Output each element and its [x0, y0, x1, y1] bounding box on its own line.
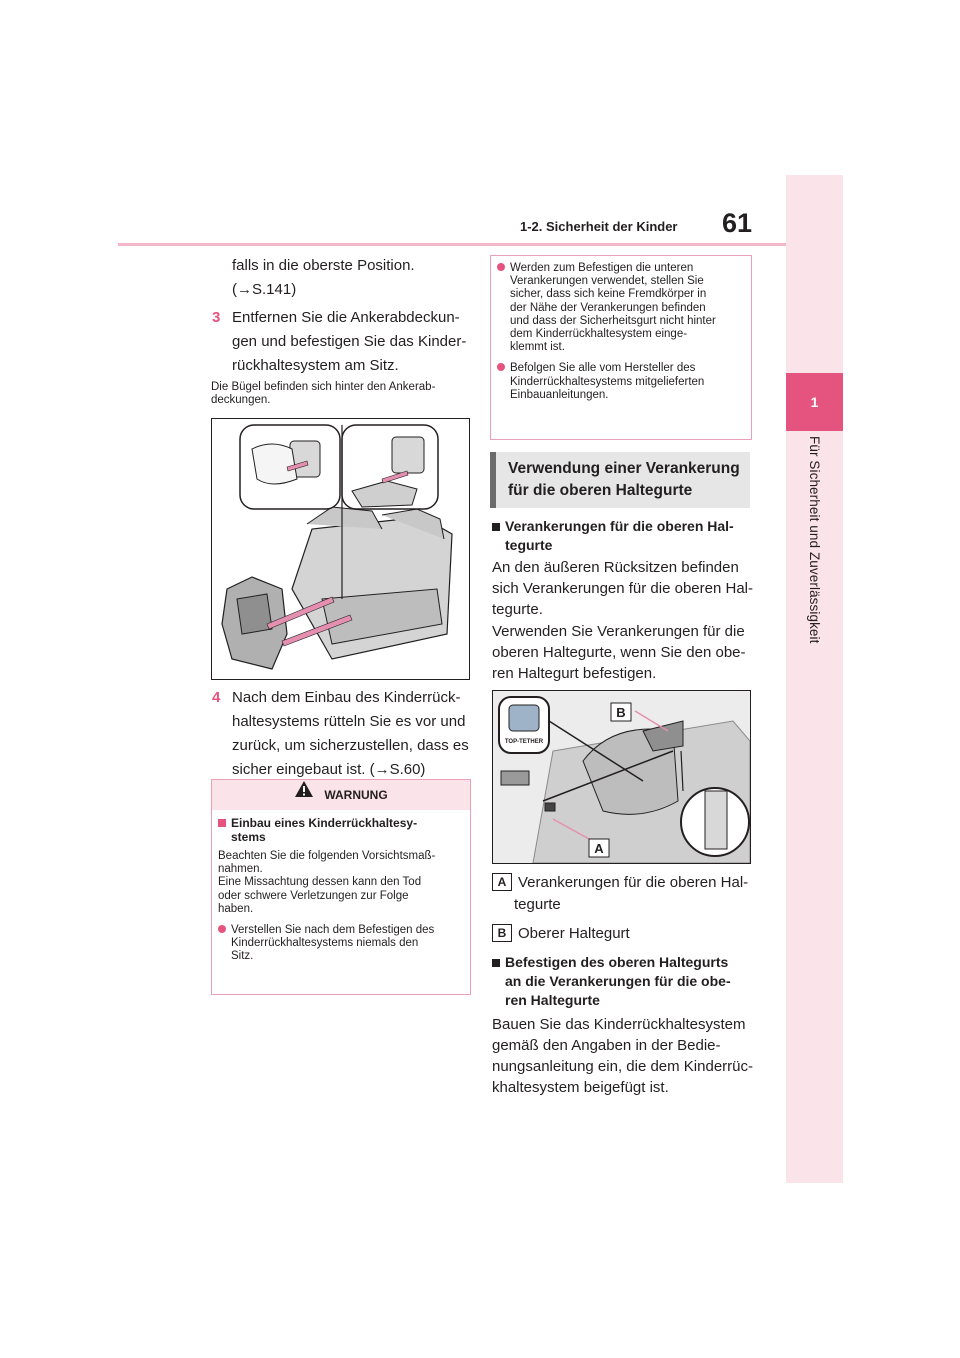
warning-body-line4: oder schwere Verletzungen zur Folge [218, 889, 409, 902]
warning-header [212, 780, 470, 810]
info-b2-line3: Einbauanleitungen. [510, 388, 609, 401]
step-3-line3: rückhaltesystem am Sitz. [232, 357, 399, 374]
info-b1-line7: klemmt ist. [510, 341, 565, 354]
warning-heading-line1: Einbau eines Kinderrückhaltesy- [231, 816, 418, 830]
para-2-line1: Verwenden Sie Verankerungen für die [492, 623, 745, 640]
step-4-line4: sicher eingebaut ist. (→S.60) [232, 761, 426, 778]
para-1-line1: An den äußeren Rücksitzen befinden [492, 559, 739, 576]
illus-label-b: B [616, 705, 626, 720]
intro-line2: (→S.141) [232, 281, 297, 298]
info-b2-line2: Kinderrückhaltesystems mitgelieferten [510, 375, 705, 388]
intro-line1: falls in die oberste Position. [232, 257, 415, 274]
info-b1-line5: und dass der Sicherheitsgurt nicht hinter [510, 314, 716, 327]
para-2-line3: ren Haltegurt befestigen. [492, 665, 657, 682]
seat-installation-illustration [211, 418, 470, 680]
warning-icon [294, 780, 314, 801]
header-rule [118, 243, 786, 246]
step-4-line1: Nach dem Einbau des Kinderrück- [232, 689, 461, 706]
warning-box [211, 779, 471, 995]
warning-square-bullet [218, 819, 226, 827]
warning-body-line1: Beachten Sie die folgenden Vorsichtsmaß- [218, 850, 436, 862]
info-b1-line2: Verankerungen verwendet, stellen Sie [510, 275, 704, 288]
section-heading-line2: für die oberen Haltegurte [508, 482, 693, 499]
seat-installation-drawing [212, 419, 469, 679]
note-line2: deckungen. [211, 394, 271, 406]
section-heading [490, 452, 750, 508]
info-b1-line4: der Nähe der Verankerungen befinden [510, 301, 706, 314]
tether-anchor-illustration [492, 690, 751, 864]
legend-b-text: Oberer Haltegurt [518, 925, 630, 942]
info-b1-line1: Werden zum Befestigen die unteren [510, 262, 694, 274]
legend-a-label: A [492, 873, 512, 891]
subheading-bullet-2 [492, 959, 500, 967]
chapter-sidebar [786, 175, 843, 1183]
para-3-line2: gemäß den Angaben in der Bedie- [492, 1037, 721, 1054]
page-number: 61 [722, 208, 753, 238]
para-3-line4: khaltesystem beigefügt ist. [492, 1079, 669, 1096]
info-b1-line6: dem Kinderrückhaltesystem einge- [510, 328, 688, 341]
subheading-2-line1: Befestigen des oberen Haltegurts [505, 954, 729, 970]
para-1-line2: sich Verankerungen für die oberen Hal- [492, 580, 753, 597]
info-b1-line3: sicher, dass sich keine Fremdkörper in [510, 288, 707, 301]
chapter-tab[interactable]: 1 [786, 373, 843, 431]
legend-a-text-line1: Verankerungen für die oberen Hal- [518, 874, 749, 891]
legend-b-box [492, 924, 512, 942]
warning-body-line5: haben. [218, 902, 254, 915]
para-3-line1: Bauen Sie das Kinderrückhaltesystem [492, 1016, 746, 1033]
legend-a-text-line2: tegurte [514, 896, 561, 913]
step-3-line2: gen und befestigen Sie das Kinder- [232, 333, 467, 350]
legend-a-box [492, 873, 512, 891]
warning-dot-bullet [218, 925, 226, 933]
tether-anchor-drawing [493, 691, 750, 863]
para-2-line2: oberen Haltegurte, wenn Sie den obe- [492, 644, 746, 661]
illus-label-a: A [594, 841, 604, 856]
warning-body-line2: nahmen. [218, 863, 263, 876]
info-box [490, 255, 752, 440]
para-3-line3: nungsanleitung ein, die dem Kinderrüc- [492, 1058, 753, 1075]
info-dot-bullet-1 [497, 263, 505, 271]
step-4-number: 4 [212, 689, 221, 706]
warning-bullet-line3: Sitz. [231, 950, 254, 963]
step-3-line1: Entfernen Sie die Ankerabdeckun- [232, 309, 460, 326]
warning-heading-line2: stems [231, 830, 266, 844]
info-b2-line1: Befolgen Sie alle vom Hersteller des [510, 362, 696, 375]
warning-title: WARNUNG [324, 788, 388, 802]
legend-b-label: B [492, 924, 512, 942]
note-line1: Die Bügel befinden sich hinter den Ankerab- [211, 381, 436, 393]
step-4-line3: zurück, um sicherzustellen, dass es [232, 737, 469, 754]
subheading-1-line2: tegurte [505, 537, 553, 553]
step-4-line2: haltesystems rütteln Sie es vor und [232, 713, 466, 730]
para-1-line3: tegurte. [492, 601, 543, 618]
section-title: 1-2. Sicherheit der Kinder [520, 219, 678, 234]
tether-logo-label: TOP-TETHER [504, 739, 544, 745]
warning-bullet-line2: Kinderrückhaltesystems niemals den [231, 937, 419, 950]
warning-body-line3: Eine Missachtung dessen kann den Tod [218, 876, 422, 889]
subheading-1-line1: Verankerungen für die oberen Hal- [505, 518, 734, 534]
section-heading-line1: Verwendung einer Verankerung [508, 460, 740, 477]
subheading-2-line3: ren Haltegurte [505, 992, 600, 1008]
warning-bullet-line1: Verstellen Sie nach dem Befestigen des [231, 924, 435, 936]
subheading-bullet-1 [492, 523, 500, 531]
subheading-2-line2: an die Verankerungen für die obe- [505, 973, 731, 989]
step-3-number: 3 [212, 309, 221, 326]
chapter-title: Für Sicherheit und Zuverlässigkeit [807, 436, 822, 644]
info-dot-bullet-2 [497, 363, 505, 371]
